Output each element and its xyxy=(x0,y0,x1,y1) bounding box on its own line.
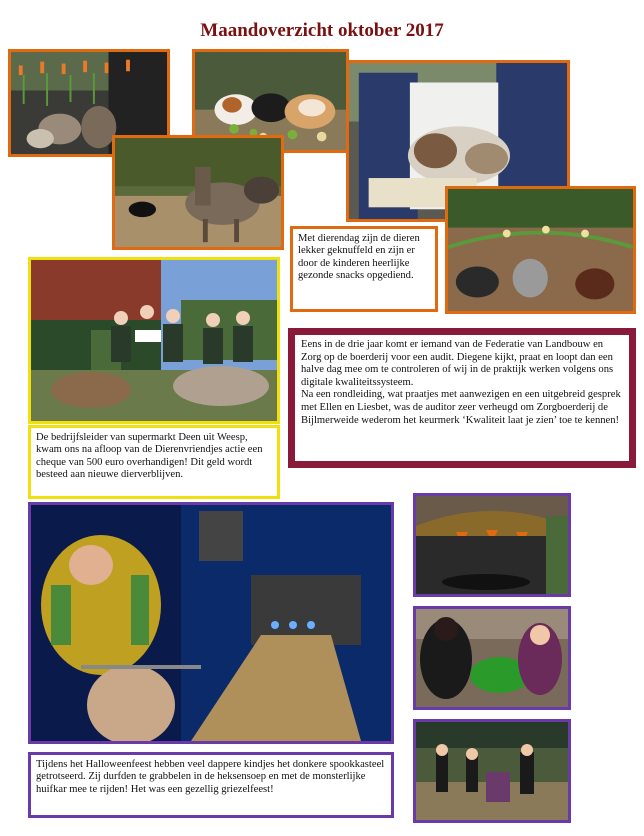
audit-paragraph-1: Eens in de drie jaar komt er iemand van de Federatie van Landbouw en Zorg op de boerderij voor een audit. Diegene kijkt, praat en loopt dan een halve dag mee om te controleren of wij in de praktijk werken volgens ons digitale kwaliteitssysteem. xyxy=(301,339,614,388)
caption-dierendag: Met dierendag zijn de dieren lekker geknuffeld en zijn er door de kinderen heerlijke gezonde snacks opgediend. xyxy=(290,226,438,312)
photo-donkeys xyxy=(112,135,284,250)
audit-text-box xyxy=(288,328,636,468)
page-title: Maandoverzicht oktober 2017 xyxy=(200,20,444,41)
photo-chickens xyxy=(445,186,636,314)
photo-halloween-game xyxy=(28,502,394,744)
audit-paragraph-2: Na een rondleiding, wat praatjes met aanwezigen en een uitgebreid gesprek met Ellen en Liesbet, was de auditor zeer verheugd om Zorgboerderij de Bijlmerweide wederom het keurmerk ‘Kwaliteit laat je zien’ toe te kennen! xyxy=(301,389,621,426)
photo-huifkar xyxy=(413,493,571,597)
photo-heksensoep xyxy=(413,606,571,710)
photo-griezelfeest xyxy=(413,719,571,823)
caption-halloween: Tijdens het Halloweenfeest hebben veel dappere kindjes het donkere spookkasteel getrotseerd. Zij durfden te grabbelen in de heksensoep en met de monsterlijke huifkar mee te rijden! Het was een gezellig griezelfeest! xyxy=(28,752,394,818)
caption-cheque: De bedrijfsleider van supermarkt Deen uit Weesp, kwam ons na afloop van de Dierenvriendjes actie een cheque van 500 euro overhandigen! Dit geld wordt besteed aan nieuwe dierverblijven. xyxy=(28,425,280,499)
photo-cheque-group xyxy=(28,257,280,424)
